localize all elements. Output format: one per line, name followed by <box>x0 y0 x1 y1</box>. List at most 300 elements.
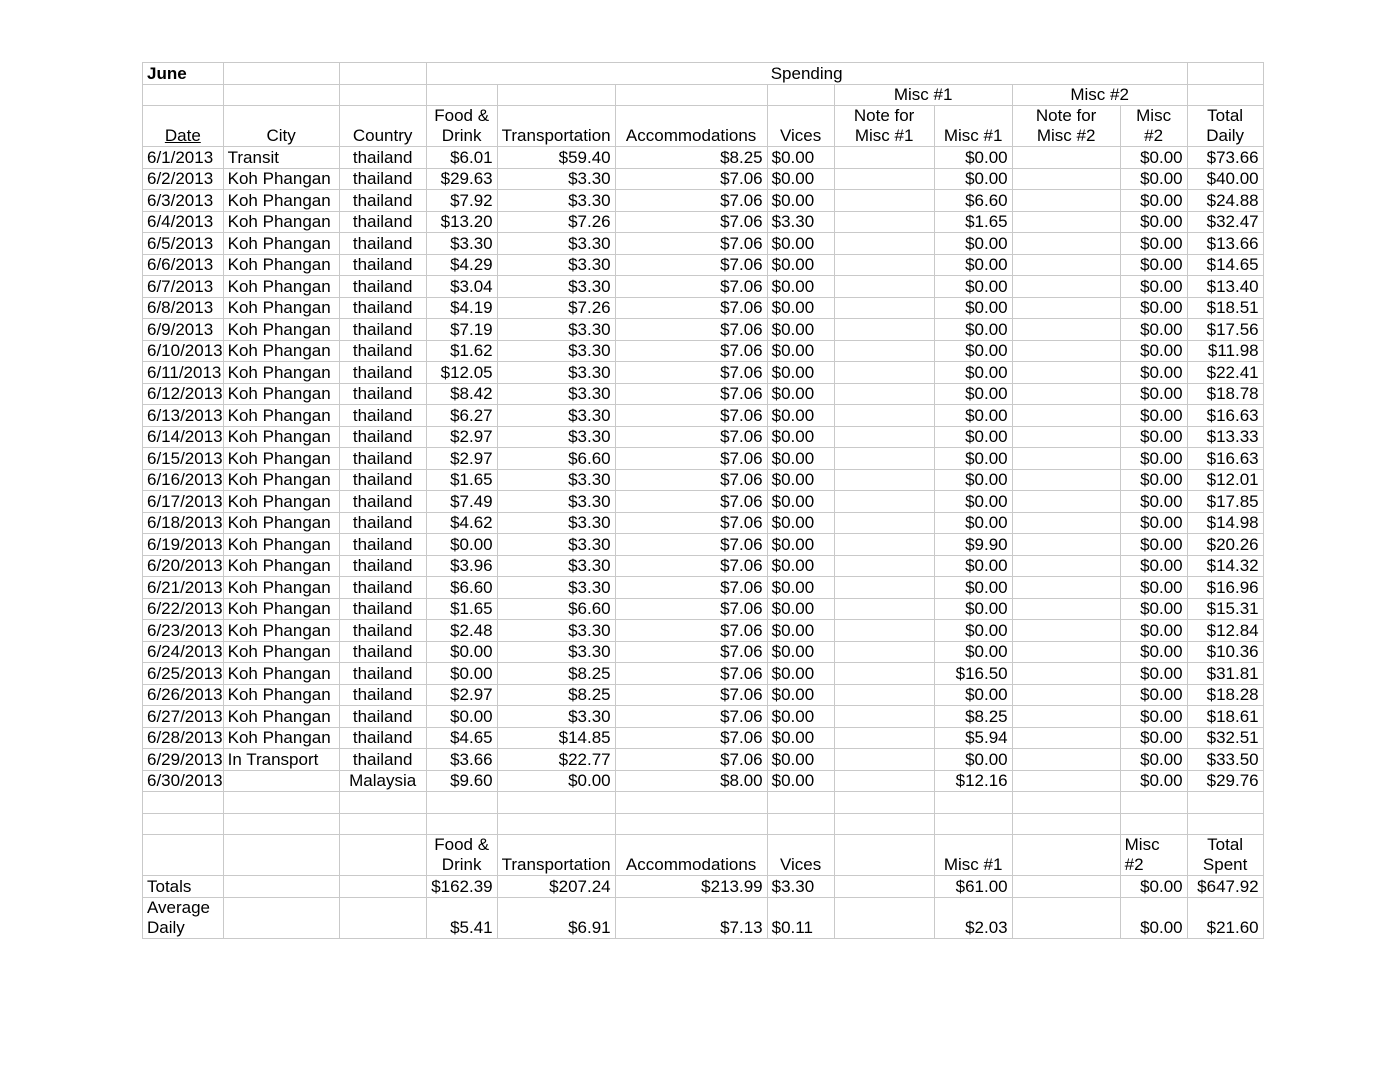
city-cell[interactable]: Koh Phangan <box>223 641 339 663</box>
date-cell[interactable]: 6/27/2013 <box>143 706 224 728</box>
note-misc1-cell[interactable] <box>834 684 934 706</box>
note-misc1-cell[interactable] <box>834 555 934 577</box>
totals-food[interactable]: $162.39 <box>426 876 497 898</box>
city-cell[interactable]: In Transport <box>223 749 339 771</box>
total-daily-cell[interactable]: $10.36 <box>1187 641 1263 663</box>
misc1-cell[interactable]: $0.00 <box>934 362 1012 384</box>
food-cell[interactable]: $2.97 <box>426 684 497 706</box>
total-daily-cell[interactable]: $12.01 <box>1187 469 1263 491</box>
total-daily-cell[interactable]: $13.66 <box>1187 233 1263 255</box>
food-cell[interactable]: $29.63 <box>426 168 497 190</box>
country-cell[interactable]: thailand <box>339 168 426 190</box>
accommodations-cell[interactable]: $7.06 <box>615 684 767 706</box>
note-misc1-cell[interactable] <box>834 534 934 556</box>
misc1-cell[interactable]: $0.00 <box>934 749 1012 771</box>
transportation-header[interactable]: Transportation <box>497 106 615 147</box>
misc1-cell[interactable]: $0.00 <box>934 233 1012 255</box>
summary-total-spent-header[interactable]: Total Spent <box>1187 835 1263 876</box>
totals-transport[interactable]: $207.24 <box>497 876 615 898</box>
transport-cell[interactable]: $22.77 <box>497 749 615 771</box>
city-cell[interactable]: Koh Phangan <box>223 254 339 276</box>
note-misc2-cell[interactable] <box>1012 598 1120 620</box>
note-misc1-cell[interactable] <box>834 383 934 405</box>
misc1-cell[interactable]: $0.00 <box>934 297 1012 319</box>
note-misc2-cell[interactable] <box>1012 168 1120 190</box>
misc2-cell[interactable]: $0.00 <box>1120 383 1187 405</box>
city-cell[interactable]: Koh Phangan <box>223 362 339 384</box>
country-cell[interactable]: thailand <box>339 362 426 384</box>
misc1-cell[interactable]: $16.50 <box>934 663 1012 685</box>
summary-misc1-header[interactable]: Misc #1 <box>934 835 1012 876</box>
food-cell[interactable]: $4.62 <box>426 512 497 534</box>
food-cell[interactable]: $7.49 <box>426 491 497 513</box>
accommodations-cell[interactable]: $7.06 <box>615 297 767 319</box>
transport-cell[interactable]: $3.30 <box>497 641 615 663</box>
accommodations-cell[interactable]: $7.06 <box>615 362 767 384</box>
food-cell[interactable]: $3.66 <box>426 749 497 771</box>
note-misc2-cell[interactable] <box>1012 641 1120 663</box>
transport-cell[interactable]: $3.30 <box>497 340 615 362</box>
vices-cell[interactable]: $0.00 <box>767 577 834 599</box>
food-cell[interactable]: $2.97 <box>426 448 497 470</box>
vices-cell[interactable]: $0.00 <box>767 491 834 513</box>
sheet-title[interactable]: June <box>143 63 224 85</box>
accommodations-cell[interactable]: $7.06 <box>615 448 767 470</box>
misc1-cell[interactable]: $0.00 <box>934 319 1012 341</box>
total-daily-cell[interactable]: $20.26 <box>1187 534 1263 556</box>
date-cell[interactable]: 6/23/2013 <box>143 620 224 642</box>
transport-cell[interactable]: $3.30 <box>497 319 615 341</box>
total-daily-cell[interactable]: $40.00 <box>1187 168 1263 190</box>
country-cell[interactable]: thailand <box>339 469 426 491</box>
total-daily-cell[interactable]: $15.31 <box>1187 598 1263 620</box>
vices-cell[interactable]: $0.00 <box>767 469 834 491</box>
transport-cell[interactable]: $3.30 <box>497 577 615 599</box>
city-cell[interactable]: Koh Phangan <box>223 663 339 685</box>
vices-cell[interactable]: $0.00 <box>767 684 834 706</box>
note-misc1-cell[interactable] <box>834 641 934 663</box>
total-daily-cell[interactable]: $16.63 <box>1187 405 1263 427</box>
city-cell[interactable]: Koh Phangan <box>223 297 339 319</box>
food-cell[interactable]: $6.01 <box>426 147 497 169</box>
totals-misc1[interactable]: $61.00 <box>934 876 1012 898</box>
note-misc1-cell[interactable] <box>834 598 934 620</box>
total-daily-cell[interactable]: $16.63 <box>1187 448 1263 470</box>
accommodations-cell[interactable]: $7.06 <box>615 469 767 491</box>
vices-cell[interactable]: $0.00 <box>767 448 834 470</box>
transport-cell[interactable]: $3.30 <box>497 233 615 255</box>
vices-cell[interactable]: $0.00 <box>767 706 834 728</box>
transport-cell[interactable]: $3.30 <box>497 254 615 276</box>
country-cell[interactable]: Malaysia <box>339 770 426 792</box>
total-daily-cell[interactable]: $29.76 <box>1187 770 1263 792</box>
vices-cell[interactable]: $0.00 <box>767 319 834 341</box>
misc2-cell[interactable]: $0.00 <box>1120 190 1187 212</box>
vices-cell[interactable]: $0.00 <box>767 620 834 642</box>
note-misc1-header[interactable]: Note for Misc #1 <box>834 106 934 147</box>
accommodations-cell[interactable]: $7.06 <box>615 276 767 298</box>
accommodations-cell[interactable]: $8.00 <box>615 770 767 792</box>
transport-cell[interactable]: $7.26 <box>497 211 615 233</box>
transport-cell[interactable]: $6.60 <box>497 598 615 620</box>
country-cell[interactable]: thailand <box>339 297 426 319</box>
vices-cell[interactable]: $0.00 <box>767 254 834 276</box>
vices-header[interactable]: Vices <box>767 106 834 147</box>
country-cell[interactable]: thailand <box>339 211 426 233</box>
misc1-cell[interactable]: $0.00 <box>934 340 1012 362</box>
country-cell[interactable]: thailand <box>339 555 426 577</box>
transport-cell[interactable]: $3.30 <box>497 469 615 491</box>
summary-accommodations-header[interactable]: Accommodations <box>615 835 767 876</box>
misc2-group-header[interactable]: Misc #2 <box>1012 84 1187 106</box>
accommodations-cell[interactable]: $7.06 <box>615 577 767 599</box>
misc2-cell[interactable]: $0.00 <box>1120 254 1187 276</box>
city-cell[interactable]: Koh Phangan <box>223 727 339 749</box>
food-cell[interactable]: $9.60 <box>426 770 497 792</box>
accommodations-cell[interactable]: $7.06 <box>615 233 767 255</box>
transport-cell[interactable]: $8.25 <box>497 684 615 706</box>
note-misc2-cell[interactable] <box>1012 684 1120 706</box>
note-misc2-cell[interactable] <box>1012 211 1120 233</box>
city-cell[interactable]: Koh Phangan <box>223 276 339 298</box>
food-cell[interactable]: $2.48 <box>426 620 497 642</box>
city-cell[interactable]: Koh Phangan <box>223 233 339 255</box>
total-daily-cell[interactable]: $18.28 <box>1187 684 1263 706</box>
misc2-cell[interactable]: $0.00 <box>1120 491 1187 513</box>
note-misc2-cell[interactable] <box>1012 147 1120 169</box>
food-cell[interactable]: $6.60 <box>426 577 497 599</box>
misc1-cell[interactable]: $0.00 <box>934 448 1012 470</box>
misc2-cell[interactable]: $0.00 <box>1120 534 1187 556</box>
vices-cell[interactable]: $0.00 <box>767 147 834 169</box>
note-misc1-cell[interactable] <box>834 577 934 599</box>
total-daily-header[interactable]: Total Daily <box>1187 106 1263 147</box>
vices-cell[interactable]: $0.00 <box>767 276 834 298</box>
summary-food-header[interactable]: Food & Drink <box>426 835 497 876</box>
note-misc1-cell[interactable] <box>834 491 934 513</box>
vices-cell[interactable]: $0.00 <box>767 749 834 771</box>
misc1-group-header[interactable]: Misc #1 <box>834 84 1012 106</box>
accommodations-cell[interactable]: $7.06 <box>615 211 767 233</box>
date-cell[interactable]: 6/15/2013 <box>143 448 224 470</box>
note-misc1-cell[interactable] <box>834 663 934 685</box>
total-daily-cell[interactable]: $33.50 <box>1187 749 1263 771</box>
vices-cell[interactable]: $0.00 <box>767 555 834 577</box>
misc1-cell[interactable]: $9.90 <box>934 534 1012 556</box>
misc1-cell[interactable]: $0.00 <box>934 620 1012 642</box>
vices-cell[interactable]: $0.00 <box>767 233 834 255</box>
date-cell[interactable]: 6/18/2013 <box>143 512 224 534</box>
misc2-cell[interactable]: $0.00 <box>1120 340 1187 362</box>
note-misc2-cell[interactable] <box>1012 426 1120 448</box>
city-cell[interactable]: Koh Phangan <box>223 512 339 534</box>
misc1-cell[interactable]: $8.25 <box>934 706 1012 728</box>
date-cell[interactable]: 6/3/2013 <box>143 190 224 212</box>
transport-cell[interactable]: $3.30 <box>497 512 615 534</box>
vices-cell[interactable]: $0.00 <box>767 770 834 792</box>
country-cell[interactable]: thailand <box>339 147 426 169</box>
vices-cell[interactable]: $0.00 <box>767 426 834 448</box>
misc2-cell[interactable]: $0.00 <box>1120 426 1187 448</box>
country-cell[interactable]: thailand <box>339 598 426 620</box>
vices-cell[interactable]: $0.00 <box>767 340 834 362</box>
note-misc2-cell[interactable] <box>1012 469 1120 491</box>
note-misc1-cell[interactable] <box>834 362 934 384</box>
total-daily-cell[interactable]: $13.33 <box>1187 426 1263 448</box>
accommodations-cell[interactable]: $7.06 <box>615 254 767 276</box>
country-cell[interactable]: thailand <box>339 276 426 298</box>
country-cell[interactable]: thailand <box>339 684 426 706</box>
note-misc1-cell[interactable] <box>834 233 934 255</box>
vices-cell[interactable]: $0.00 <box>767 598 834 620</box>
totals-label[interactable]: Totals <box>143 876 224 898</box>
accommodations-cell[interactable]: $7.06 <box>615 340 767 362</box>
note-misc2-header[interactable]: Note for Misc #2 <box>1012 106 1120 147</box>
misc2-cell[interactable]: $0.00 <box>1120 319 1187 341</box>
total-daily-cell[interactable]: $32.47 <box>1187 211 1263 233</box>
note-misc2-cell[interactable] <box>1012 448 1120 470</box>
total-daily-cell[interactable]: $13.40 <box>1187 276 1263 298</box>
accommodations-header[interactable]: Accommodations <box>615 106 767 147</box>
accommodations-cell[interactable]: $7.06 <box>615 383 767 405</box>
note-misc1-cell[interactable] <box>834 620 934 642</box>
note-misc2-cell[interactable] <box>1012 383 1120 405</box>
transport-cell[interactable]: $3.30 <box>497 168 615 190</box>
note-misc2-cell[interactable] <box>1012 706 1120 728</box>
transport-cell[interactable]: $3.30 <box>497 362 615 384</box>
date-cell[interactable]: 6/16/2013 <box>143 469 224 491</box>
transport-cell[interactable]: $3.30 <box>497 491 615 513</box>
misc1-cell[interactable]: $0.00 <box>934 469 1012 491</box>
misc2-cell[interactable]: $0.00 <box>1120 362 1187 384</box>
food-cell[interactable]: $4.65 <box>426 727 497 749</box>
summary-vices-header[interactable]: Vices <box>767 835 834 876</box>
country-cell[interactable]: thailand <box>339 233 426 255</box>
city-cell[interactable]: Koh Phangan <box>223 620 339 642</box>
misc1-cell[interactable]: $0.00 <box>934 168 1012 190</box>
vices-cell[interactable]: $0.00 <box>767 512 834 534</box>
note-misc1-cell[interactable] <box>834 319 934 341</box>
misc1-cell[interactable]: $0.00 <box>934 512 1012 534</box>
country-cell[interactable]: thailand <box>339 448 426 470</box>
food-cell[interactable]: $7.19 <box>426 319 497 341</box>
note-misc2-cell[interactable] <box>1012 319 1120 341</box>
food-cell[interactable]: $12.05 <box>426 362 497 384</box>
accommodations-cell[interactable]: $7.06 <box>615 620 767 642</box>
accommodations-cell[interactable]: $7.06 <box>615 426 767 448</box>
summary-transportation-header[interactable]: Transportation <box>497 835 615 876</box>
date-cell[interactable]: 6/8/2013 <box>143 297 224 319</box>
food-cell[interactable]: $8.42 <box>426 383 497 405</box>
food-cell[interactable]: $3.04 <box>426 276 497 298</box>
misc1-cell[interactable]: $12.16 <box>934 770 1012 792</box>
misc1-header[interactable]: Misc #1 <box>934 106 1012 147</box>
transport-cell[interactable]: $6.60 <box>497 448 615 470</box>
date-header[interactable]: Date <box>143 106 224 147</box>
city-cell[interactable]: Koh Phangan <box>223 405 339 427</box>
accommodations-cell[interactable]: $7.06 <box>615 534 767 556</box>
total-daily-cell[interactable]: $14.65 <box>1187 254 1263 276</box>
totals-accommodations[interactable]: $213.99 <box>615 876 767 898</box>
date-cell[interactable]: 6/30/2013 <box>143 770 224 792</box>
total-daily-cell[interactable]: $18.61 <box>1187 706 1263 728</box>
note-misc1-cell[interactable] <box>834 770 934 792</box>
city-cell[interactable]: Koh Phangan <box>223 340 339 362</box>
accommodations-cell[interactable]: $7.06 <box>615 663 767 685</box>
total-daily-cell[interactable]: $17.56 <box>1187 319 1263 341</box>
note-misc1-cell[interactable] <box>834 297 934 319</box>
vices-cell[interactable]: $0.00 <box>767 727 834 749</box>
total-daily-cell[interactable]: $18.51 <box>1187 297 1263 319</box>
country-cell[interactable]: thailand <box>339 620 426 642</box>
transport-cell[interactable]: $3.30 <box>497 706 615 728</box>
totals-total-spent[interactable]: $647.92 <box>1187 876 1263 898</box>
date-cell[interactable]: 6/14/2013 <box>143 426 224 448</box>
note-misc2-cell[interactable] <box>1012 276 1120 298</box>
city-cell[interactable]: Koh Phangan <box>223 577 339 599</box>
country-cell[interactable]: thailand <box>339 534 426 556</box>
misc2-cell[interactable]: $0.00 <box>1120 555 1187 577</box>
misc1-cell[interactable]: $0.00 <box>934 383 1012 405</box>
note-misc1-cell[interactable] <box>834 706 934 728</box>
country-cell[interactable]: thailand <box>339 426 426 448</box>
transport-cell[interactable]: $3.30 <box>497 620 615 642</box>
misc1-cell[interactable]: $0.00 <box>934 147 1012 169</box>
food-cell[interactable]: $1.65 <box>426 469 497 491</box>
note-misc1-cell[interactable] <box>834 254 934 276</box>
food-cell[interactable]: $7.92 <box>426 190 497 212</box>
note-misc1-cell[interactable] <box>834 469 934 491</box>
food-cell[interactable]: $13.20 <box>426 211 497 233</box>
food-cell[interactable]: $0.00 <box>426 706 497 728</box>
city-cell[interactable]: Koh Phangan <box>223 383 339 405</box>
misc1-cell[interactable]: $0.00 <box>934 491 1012 513</box>
note-misc1-cell[interactable] <box>834 426 934 448</box>
country-cell[interactable]: thailand <box>339 641 426 663</box>
food-cell[interactable]: $0.00 <box>426 641 497 663</box>
misc1-cell[interactable]: $0.00 <box>934 598 1012 620</box>
misc2-cell[interactable]: $0.00 <box>1120 168 1187 190</box>
date-cell[interactable]: 6/11/2013 <box>143 362 224 384</box>
note-misc2-cell[interactable] <box>1012 749 1120 771</box>
misc1-cell[interactable]: $0.00 <box>934 555 1012 577</box>
note-misc2-cell[interactable] <box>1012 254 1120 276</box>
vices-cell[interactable]: $0.00 <box>767 641 834 663</box>
city-cell[interactable]: Koh Phangan <box>223 534 339 556</box>
country-cell[interactable]: thailand <box>339 749 426 771</box>
note-misc2-cell[interactable] <box>1012 512 1120 534</box>
misc2-cell[interactable]: $0.00 <box>1120 641 1187 663</box>
date-cell[interactable]: 6/21/2013 <box>143 577 224 599</box>
note-misc1-cell[interactable] <box>834 147 934 169</box>
date-cell[interactable]: 6/4/2013 <box>143 211 224 233</box>
food-cell[interactable]: $6.27 <box>426 405 497 427</box>
totals-misc2[interactable]: $0.00 <box>1120 876 1187 898</box>
totals-vices[interactable]: $3.30 <box>767 876 834 898</box>
country-header[interactable]: Country <box>339 106 426 147</box>
date-cell[interactable]: 6/1/2013 <box>143 147 224 169</box>
date-cell[interactable]: 6/19/2013 <box>143 534 224 556</box>
country-cell[interactable]: thailand <box>339 319 426 341</box>
note-misc1-cell[interactable] <box>834 749 934 771</box>
date-cell[interactable]: 6/12/2013 <box>143 383 224 405</box>
misc2-cell[interactable]: $0.00 <box>1120 620 1187 642</box>
date-cell[interactable]: 6/9/2013 <box>143 319 224 341</box>
country-cell[interactable]: thailand <box>339 577 426 599</box>
vices-cell[interactable]: $0.00 <box>767 383 834 405</box>
food-cell[interactable]: $1.65 <box>426 598 497 620</box>
misc1-cell[interactable]: $0.00 <box>934 405 1012 427</box>
note-misc2-cell[interactable] <box>1012 233 1120 255</box>
accommodations-cell[interactable]: $7.06 <box>615 168 767 190</box>
date-cell[interactable]: 6/22/2013 <box>143 598 224 620</box>
date-cell[interactable]: 6/26/2013 <box>143 684 224 706</box>
vices-cell[interactable]: $0.00 <box>767 168 834 190</box>
note-misc2-cell[interactable] <box>1012 297 1120 319</box>
total-daily-cell[interactable]: $12.84 <box>1187 620 1263 642</box>
misc2-cell[interactable]: $0.00 <box>1120 684 1187 706</box>
note-misc2-cell[interactable] <box>1012 620 1120 642</box>
vices-cell[interactable]: $0.00 <box>767 362 834 384</box>
total-daily-cell[interactable]: $17.85 <box>1187 491 1263 513</box>
misc2-cell[interactable]: $0.00 <box>1120 727 1187 749</box>
misc1-cell[interactable]: $0.00 <box>934 577 1012 599</box>
average-total[interactable]: $21.60 <box>1187 897 1263 938</box>
transport-cell[interactable]: $3.30 <box>497 383 615 405</box>
country-cell[interactable]: thailand <box>339 405 426 427</box>
country-cell[interactable]: thailand <box>339 254 426 276</box>
city-cell[interactable]: Koh Phangan <box>223 211 339 233</box>
misc2-cell[interactable]: $0.00 <box>1120 598 1187 620</box>
transport-cell[interactable]: $3.30 <box>497 405 615 427</box>
misc2-cell[interactable]: $0.00 <box>1120 577 1187 599</box>
city-cell[interactable]: Koh Phangan <box>223 448 339 470</box>
note-misc2-cell[interactable] <box>1012 491 1120 513</box>
transport-cell[interactable]: $0.00 <box>497 770 615 792</box>
misc1-cell[interactable]: $0.00 <box>934 254 1012 276</box>
total-daily-cell[interactable]: $14.98 <box>1187 512 1263 534</box>
note-misc2-cell[interactable] <box>1012 405 1120 427</box>
date-cell[interactable]: 6/10/2013 <box>143 340 224 362</box>
misc2-cell[interactable]: $0.00 <box>1120 297 1187 319</box>
country-cell[interactable]: thailand <box>339 340 426 362</box>
country-cell[interactable]: thailand <box>339 706 426 728</box>
total-daily-cell[interactable]: $11.98 <box>1187 340 1263 362</box>
total-daily-cell[interactable]: $14.32 <box>1187 555 1263 577</box>
accommodations-cell[interactable]: $7.06 <box>615 641 767 663</box>
total-daily-cell[interactable]: $22.41 <box>1187 362 1263 384</box>
misc1-cell[interactable]: $0.00 <box>934 276 1012 298</box>
date-cell[interactable]: 6/24/2013 <box>143 641 224 663</box>
transport-cell[interactable]: $3.30 <box>497 190 615 212</box>
average-misc1[interactable]: $2.03 <box>934 897 1012 938</box>
total-daily-cell[interactable]: $18.78 <box>1187 383 1263 405</box>
food-cell[interactable]: $0.00 <box>426 534 497 556</box>
transport-cell[interactable]: $59.40 <box>497 147 615 169</box>
city-cell[interactable]: Koh Phangan <box>223 684 339 706</box>
average-food[interactable]: $5.41 <box>426 897 497 938</box>
accommodations-cell[interactable]: $7.06 <box>615 319 767 341</box>
city-cell[interactable]: Koh Phangan <box>223 598 339 620</box>
note-misc2-cell[interactable] <box>1012 190 1120 212</box>
note-misc2-cell[interactable] <box>1012 340 1120 362</box>
misc1-cell[interactable]: $0.00 <box>934 426 1012 448</box>
average-misc2[interactable]: $0.00 <box>1120 897 1187 938</box>
misc2-cell[interactable]: $0.00 <box>1120 706 1187 728</box>
transport-cell[interactable]: $7.26 <box>497 297 615 319</box>
date-cell[interactable]: 6/13/2013 <box>143 405 224 427</box>
accommodations-cell[interactable]: $7.06 <box>615 727 767 749</box>
